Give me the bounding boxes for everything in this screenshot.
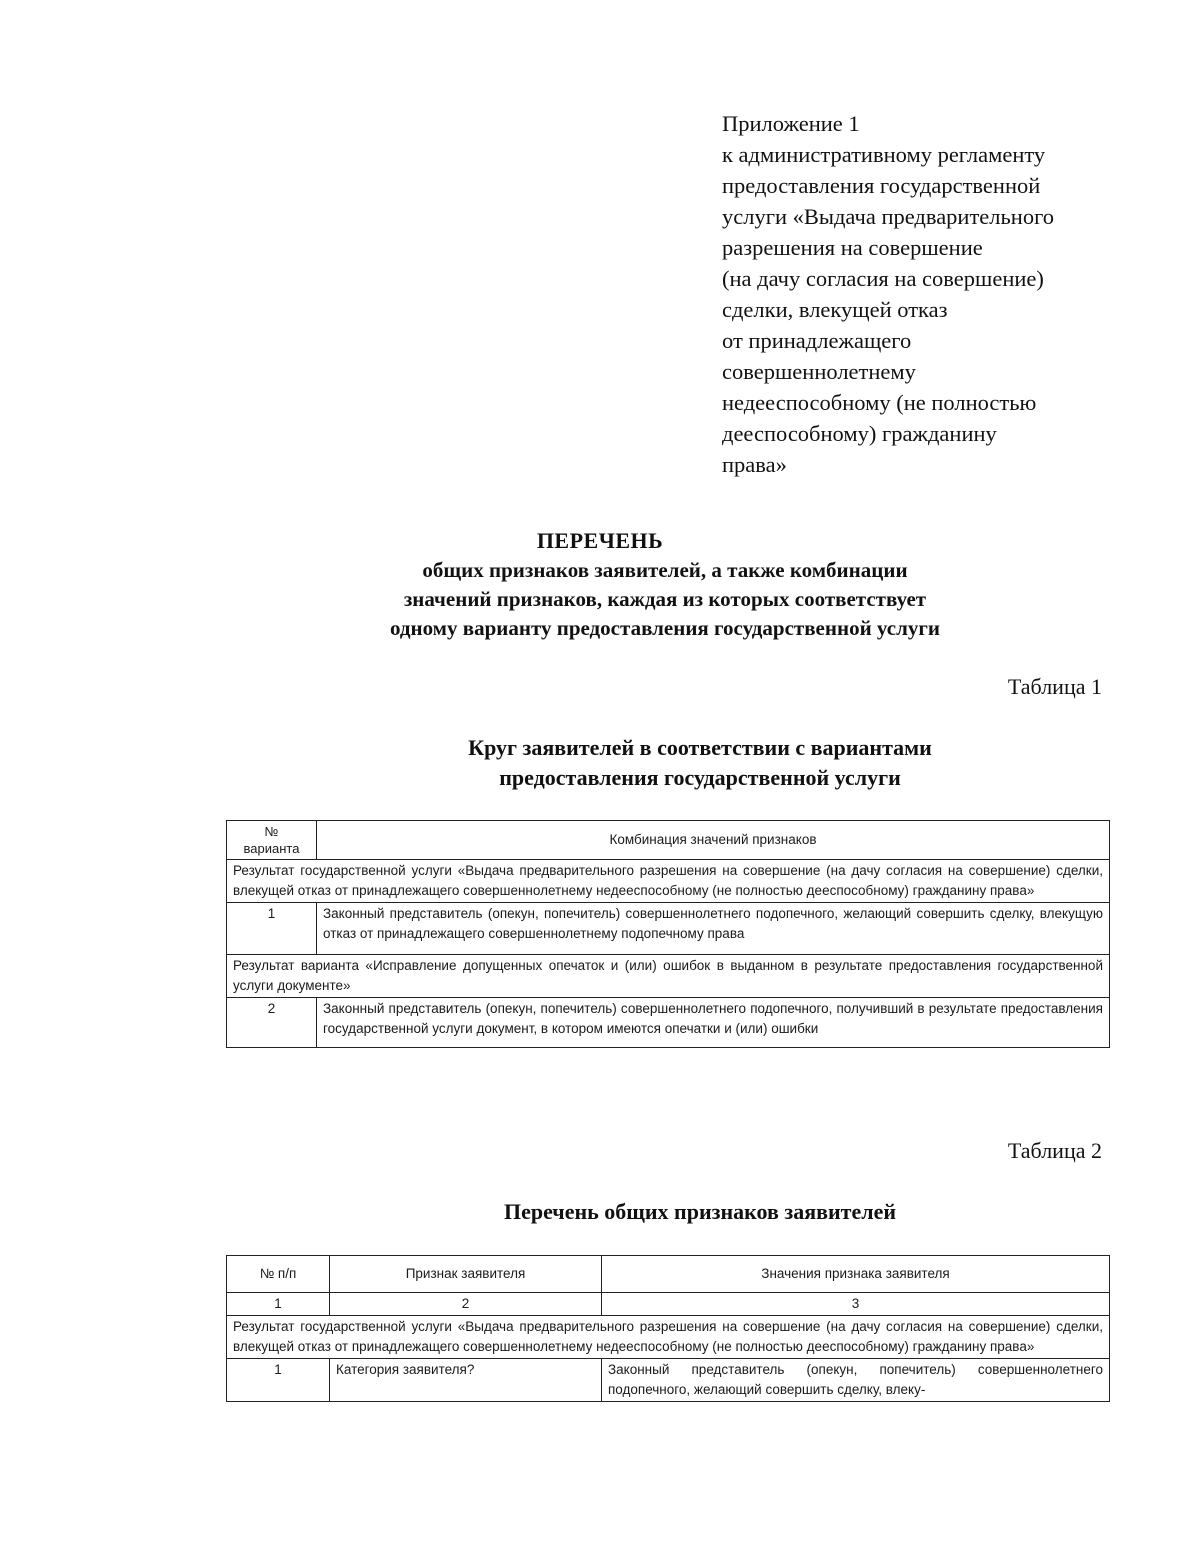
header-num-text: варианта: [243, 841, 300, 856]
annex-line: от принадлежащего: [722, 328, 912, 353]
table2-row-num: 1: [227, 1359, 330, 1402]
annex-line: к административному регламенту: [722, 142, 1046, 167]
table1-row-num: 1: [227, 903, 317, 955]
table2-header-values: Значения признака заявителя: [602, 1256, 1110, 1293]
annex-block: [722, 108, 1162, 480]
annex-line: права»: [722, 452, 787, 477]
table2-colnum: 1: [227, 1293, 330, 1316]
table2-row-attribute: Категория заявителя?: [330, 1359, 602, 1402]
document-title: ПЕРЕЧЕНЬ: [536, 528, 664, 553]
table2-header-row: [227, 1256, 1110, 1293]
table2-section-row: [227, 1316, 1110, 1359]
table2-row-value: Законный представитель (опекун, попечитель) совершеннолетнего подопечного, желающий совершить сделку, влеку-: [602, 1359, 1110, 1402]
table2-colnum: 2: [330, 1293, 602, 1316]
annex-line: Приложение 1: [722, 111, 860, 136]
table1-label: Таблица 1: [1007, 674, 1102, 699]
table2-colnum-row: [227, 1293, 1110, 1316]
table2-colnum: 3: [602, 1293, 1110, 1316]
table1-heading-line: предоставления государственной услуги: [499, 765, 901, 790]
table1-row-num: 2: [227, 998, 317, 1048]
subtitle-line: одному варианту предоставления государственной услуги: [389, 616, 941, 640]
table1-row: [227, 998, 1110, 1048]
table2-header-attribute: Признак заявителя: [330, 1256, 602, 1293]
document-subtitle: [230, 556, 1100, 643]
table1-header-num: [227, 821, 317, 860]
annex-line: (на дачу согласия на совершение): [722, 266, 1044, 291]
annex-line: услуги «Выдача предварительного: [722, 204, 1054, 229]
table1-header-row: [227, 821, 1110, 860]
table1-row: [227, 903, 1110, 955]
table2-label: Таблица 2: [1007, 1138, 1102, 1163]
table1-heading-line: Круг заявителей в соответствии с вариантами: [468, 735, 932, 760]
subtitle-line: значений признаков, каждая из которых соответствует: [403, 587, 927, 611]
table1-row-text: Законный представитель (опекун, попечитель) совершеннолетнего подопечного, получивший в результате предоставления государственной услуги документ, в котором имеются опечатки и (или) ошибки: [317, 998, 1110, 1048]
subtitle-line: общих признаков заявителей, а также комбинации: [422, 558, 908, 582]
table1-section-2: Результат варианта «Исправление допущенных опечаток и (или) ошибок в выданном в результате предоставления государственной услуги документе»: [227, 955, 1110, 998]
table1-header-combination: Комбинация значений признаков: [317, 821, 1110, 860]
table1-section-row: [227, 955, 1110, 998]
annex-line: разрешения на совершение: [722, 235, 983, 260]
header-num-symbol: №: [264, 824, 279, 839]
table2-section-1: Результат государственной услуги «Выдача предварительного разрешения на совершение (на дачу согласия на совершение) сделки, влекущей отказ от принадлежащего совершеннолетнему недееспособному (не полностью дееспособному) гражданину права»: [227, 1316, 1110, 1359]
table1-section-row: [227, 860, 1110, 903]
annex-line: совершеннолетнему: [722, 359, 916, 384]
table2-heading: Перечень общих признаков заявителей: [503, 1199, 897, 1224]
annex-line: дееспособному) гражданину: [722, 421, 997, 446]
table1-row-text: Законный представитель (опекун, попечитель) совершеннолетнего подопечного, желающий совершить сделку, влекущую отказ от принадлежащего совершеннолетнему подопечному права: [317, 903, 1110, 955]
annex-line: недееспособному (не полностью: [722, 390, 1037, 415]
annex-line: предоставления государственной: [722, 173, 1041, 198]
table1: [226, 820, 1110, 1048]
table1-heading: [300, 733, 1100, 793]
table2: [226, 1255, 1110, 1402]
annex-line: сделки, влекущей отказ: [722, 297, 948, 322]
table2-header-num: № п/п: [227, 1256, 330, 1293]
table2-row: [227, 1359, 1110, 1402]
table1-section-1: Результат государственной услуги «Выдача предварительного разрешения на совершение (на дачу согласия на совершение) сделки, влекущей отказ от принадлежащего совершеннолетнему недееспособному (не полностью дееспособному) гражданину права»: [227, 860, 1110, 903]
